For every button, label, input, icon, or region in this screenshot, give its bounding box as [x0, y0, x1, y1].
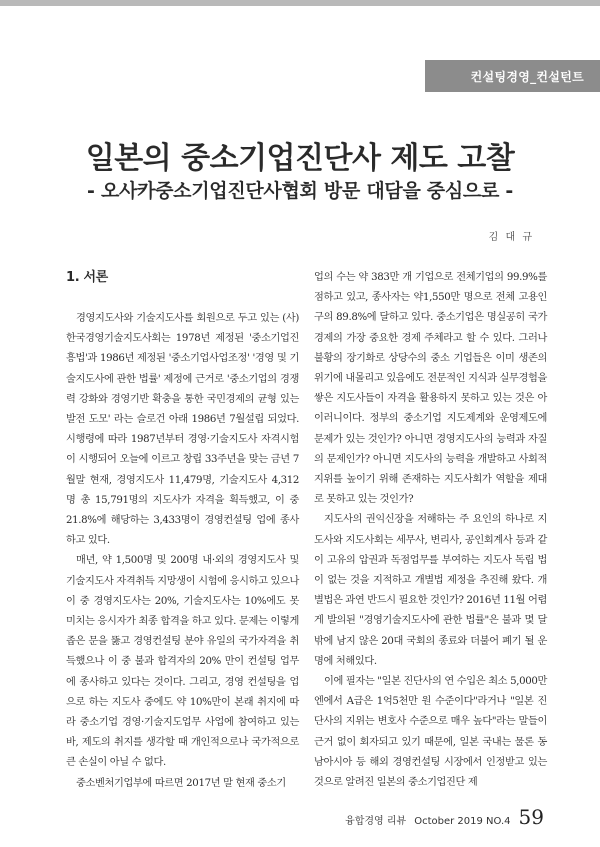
page-number: 59 — [518, 805, 544, 829]
journal-name: 융합경영 리뷰 — [345, 816, 407, 827]
paragraph: 업의 수는 약 383만 개 기업으로 전체기업의 99.9%를 점하고 있고, 종사자는 약1,550만 명으로 전체 고용인구의 89.8%에 달하고 있다. 중소기업은 명실공히 국가경제의 가장 중요한 경제 주체라고 할 수 있다. 그러나 불황의 장기화로 상당수의 중소 기업들은 이미 생존의 위기에 내몰리고 있음에도 전문적인 지식과 실무경험을 쌓은 지도사들이 자격을 활용하지 못하고 있는 것은 아이러니이다. 정부의 중소기업 지도제계와 운영제도에 문제가 있는 것인가? 아니면 경영지도사의 능력과 자질의 문제인가? 아니면 지도사의 능력을 개발하고 사회적 지위를 높이기 위해 존재하는 지도사회가 역할을 제대로 못하고 있는 것인가? — [314, 272, 547, 506]
top-decorative-bar — [0, 0, 600, 6]
author-name: 김 대 규 — [488, 232, 534, 243]
paragraph: 이에 필자는 "일본 진단사의 연 수입은 최소 5,000만 엔에서 A급은 1억5천만 원 수준이다"라거나 "일본 진단사의 지위는 변호사 수준으로 매우 높다"라는 말들이 근거 없이 회자되고 있기 때문에, 일본 국내는 물론 동남아시아 등 해외 경영컨설팅 시장에서 인정받고 있는 것으로 알려진 일본의 중소기업진단 제 — [314, 676, 547, 789]
paragraph: 지도사의 권익신장을 저해하는 주 요인의 하나로 지도사와 지도사회는 세무사, 변리사, 공인회계사 등과 같이 고유의 압권과 독점업무를 부여하는 지도사 독립 법이 없는 것을 지적하고 개별법 제정을 추진해 왔다. 개별법은 과연 반드시 필요한 것인가? 2016년 11월 어렵게 발의된 "경영기술지도사에 관한 법률"은 불과 몇 달 밖에 남지 않은 20대 국회의 종료와 더불어 폐기 될 운명에 처해있다. — [314, 514, 547, 667]
section-heading: 1. 서론 — [66, 270, 108, 285]
paragraph: 중소벤처기업부에 따르면 2017년 말 현재 중소기 — [76, 777, 286, 789]
issue-label: October 2019 NO.4 — [414, 816, 511, 827]
article-subtitle: - 오사카중소기업진단사협회 방문 대담을 중심으로 - — [87, 180, 513, 202]
category-tab — [425, 60, 600, 92]
page-footer — [345, 805, 544, 829]
paragraph: 매년, 약 1,500명 및 200명 내·외의 경영지도사 및 기술지도사 자격취득 지망생이 시험에 응시하고 있으나 이 중 경영지도사는 20%, 기술지도사는 10%에도 못 미치는 응시자가 최종 합격을 하고 있다. 문제는 이렇게 좁은 문을 뚫고 경영컨설팅 분야 유일의 국가자격을 취득했으나 이 중 불과 합격자의 20% 만이 컨설팅 업무에 종사하고 있다는 것이다. 그리고, 경영 컨설팅을 업으로 하는 지도사 중에도 약 10%만이 본래 취지에 따라 중소기업 경영·기술지도업무 사업에 참여하고 있는 바, 제도의 취지를 생각할 때 개인적으로나 국가적으로 큰 손실이 아닐 수 없다. — [66, 555, 299, 769]
left-column — [66, 268, 299, 794]
right-column — [314, 268, 547, 793]
category-label: 컨설팅경영_컨설턴트 — [470, 69, 584, 84]
paragraph: 경영지도사와 기술지도사를 회원으로 두고 있는 (사)한국경영기술지도사회는 1978년 제정된 '중소기업진흥법'과 1986년 제정된 '중소기업사업조정' '경영 및 기술지도사에 관한 법률' 제정에 근거로 '중소기업의 경쟁력 강화와 경영기반 확충을 통한 국민경제의 균형 있는 발전 도모' 라는 슬로건 아래 1986년 7월설립 되었다. 시행령에 따라 1987년부터 경영·기술지도사 자격시험이 시행되어 오늘에 이르고 창립 33주년을 맞는 금년 7월말 현재, 경영지도사 11,479명, 기술지도사 4,312명 총 15,791명의 지도사가 자격을 획득했고, 이 중 21.8%에 해당하는 3,433명이 경영컨설팅 업에 종사하고 있다. — [66, 313, 299, 547]
article-title: 일본의 중소기업진단사 제도 고찰 — [85, 141, 515, 176]
